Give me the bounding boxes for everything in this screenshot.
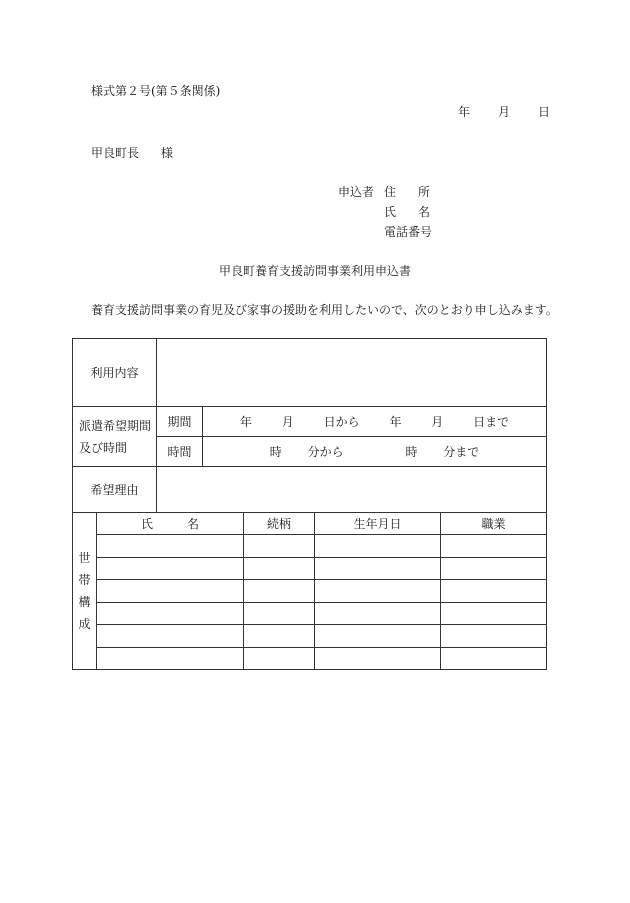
dispatch-label [73,407,157,467]
household-label [73,513,97,670]
member-birthdate-cell[interactable] [315,647,441,670]
applicant-spacer [338,222,384,242]
member-birthdate-cell[interactable] [315,580,441,603]
member-relation-cell[interactable] [244,557,315,580]
member-name-cell[interactable] [97,580,244,603]
date-line [458,103,550,120]
member-birthdate-cell[interactable] [315,602,441,625]
applicant-name-row [338,202,432,222]
usage-row [73,339,547,407]
date-month: 月 [497,105,510,119]
member-occupation-cell[interactable] [441,625,547,648]
household-member-row [73,625,547,648]
name-label-char1: 氏 [384,205,397,219]
household-member-row [73,535,547,558]
applicant-spacer [338,202,384,222]
period-year2: 年 [389,415,402,429]
phone-label: 電話番号 [384,225,433,239]
member-birthdate-cell[interactable] [315,625,441,648]
period-from: 日から [323,415,360,429]
member-relation-cell[interactable] [244,647,315,670]
member-occupation-cell[interactable] [441,647,547,670]
address-label-char1: 住 [384,185,397,199]
member-birthdate-cell[interactable] [315,535,441,558]
period-field[interactable] [203,407,547,437]
time-until: 分まで [443,445,480,459]
address-label-char2: 所 [417,185,430,199]
member-name-cell[interactable] [97,647,244,670]
name-label-char2: 名 [417,205,430,219]
member-relation-cell[interactable] [244,625,315,648]
household-member-row [73,580,547,603]
addressee [91,144,173,161]
time-hour1: 時 [269,445,282,459]
reason-label: 希望理由 [73,467,157,513]
header-name-char2: 名 [187,517,200,531]
application-form-table [72,338,547,670]
period-row [73,407,547,437]
period-label: 期間 [157,407,203,437]
member-name-cell[interactable] [97,557,244,580]
dispatch-label-line2: 及び時間 [79,440,128,455]
applicant-role: 申込者 [338,185,375,199]
time-field[interactable] [203,437,547,467]
member-relation-cell[interactable] [244,580,315,603]
member-relation-cell[interactable] [244,535,315,558]
member-occupation-cell[interactable] [441,602,547,625]
date-year: 年 [457,105,470,119]
usage-field[interactable] [157,339,547,407]
household-char4: 成 [78,617,91,631]
addressee-honorific: 様 [161,146,174,160]
header-name-char1: 氏 [140,517,153,531]
household-char3: 構 [78,595,91,609]
intro-text: 養育支援訪問事業の育児及び家事の援助を利用したいので、次のとおり申し込みます。 [91,303,558,317]
member-name-cell[interactable] [97,602,244,625]
applicant-address-row [338,182,432,202]
reason-field[interactable] [157,467,547,513]
member-occupation-cell[interactable] [441,535,547,558]
header-birthdate: 生年月日 [315,513,441,535]
household-member-row [73,647,547,670]
member-name-cell[interactable] [97,535,244,558]
period-year1: 年 [239,415,252,429]
document-title: 甲良町養育支援訪問事業利用申込書 [218,264,411,278]
applicant-block [338,182,432,242]
reason-row [73,467,547,513]
household-member-row [73,557,547,580]
form-number: 様式第２号(第５条関係) [91,84,221,98]
member-occupation-cell[interactable] [441,580,547,603]
period-until: 日まで [473,415,510,429]
period-month2: 月 [431,415,444,429]
period-month1: 月 [281,415,294,429]
household-member-row [73,602,547,625]
time-hour2: 時 [405,445,418,459]
header-relation: 続柄 [244,513,315,535]
household-header-row [73,513,547,535]
member-occupation-cell[interactable] [441,557,547,580]
member-name-cell[interactable] [97,625,244,648]
household-char2: 帯 [78,573,91,587]
usage-label: 利用内容 [73,339,157,407]
member-birthdate-cell[interactable] [315,557,441,580]
name-label [384,202,430,222]
header-name [97,513,244,535]
applicant-phone-row [338,222,432,242]
member-relation-cell[interactable] [244,602,315,625]
header-occupation: 職業 [441,513,547,535]
date-day: 日 [537,105,550,119]
time-label: 時間 [157,437,203,467]
address-label [384,182,430,202]
addressee-name: 甲良町長 [91,146,140,160]
household-char1: 世 [78,551,91,565]
time-from: 分から [307,445,344,459]
dispatch-label-line1: 派遣希望期間 [79,418,152,433]
